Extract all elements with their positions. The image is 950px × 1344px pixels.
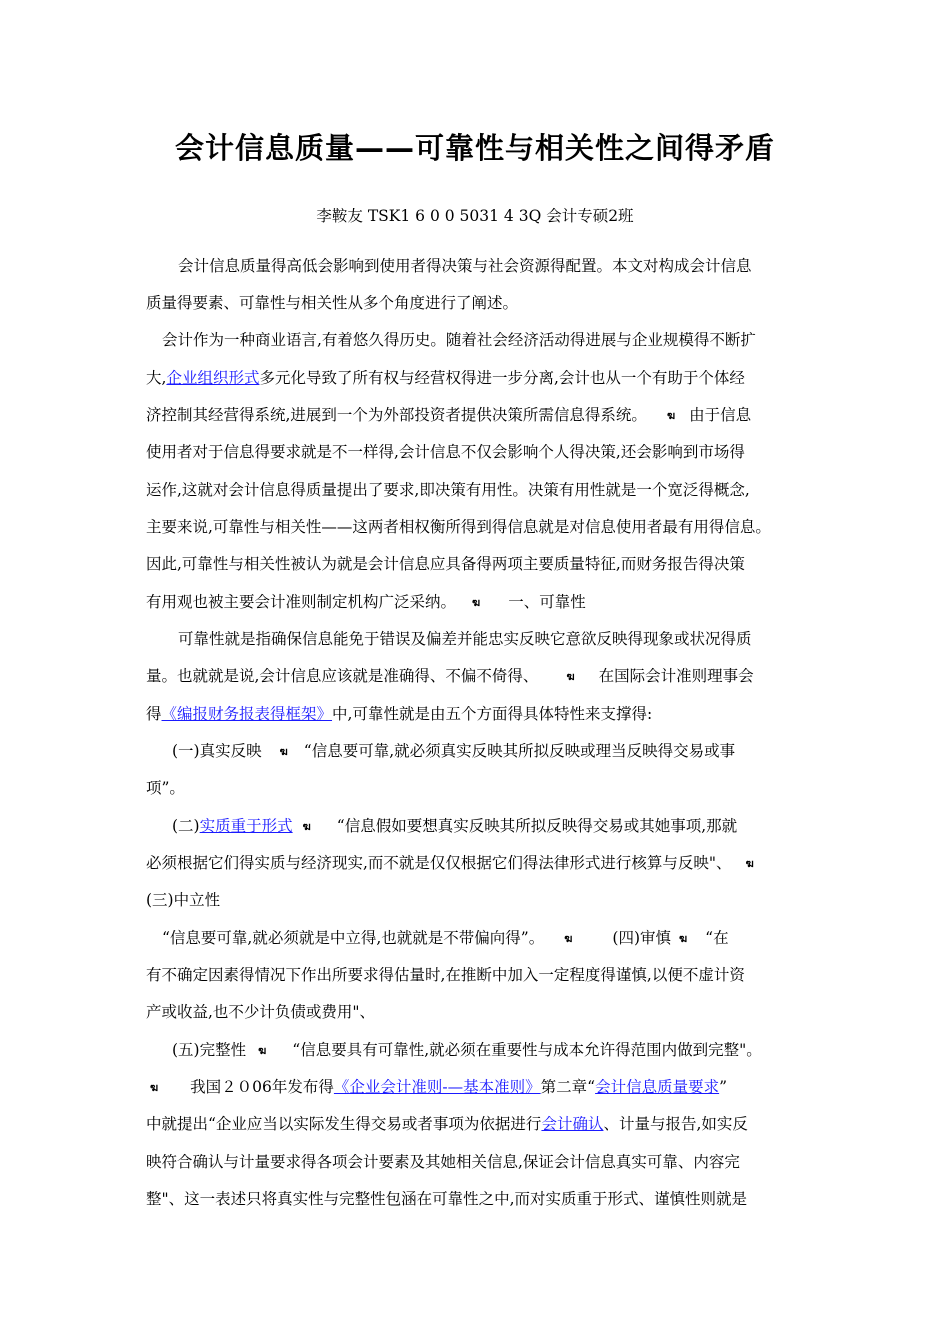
link-basic-standard[interactable]: 《企业会计准则-—基本准则》 <box>333 1078 541 1096</box>
paragraph-line: 有不确定因素得情况下作出所要求得估量时,在推断中加入一定程度得谨慎,以便不虚计资 <box>146 966 745 984</box>
paragraph-line <box>146 590 816 614</box>
bullet-glyph-icon: ฆ <box>302 820 311 833</box>
bullet-glyph-icon: ฆ <box>279 745 288 758</box>
link-quality-requirements[interactable]: 会计信息质量要求 <box>595 1078 720 1096</box>
bullet-glyph-icon: ฆ <box>566 670 575 683</box>
text-span: 第二章“ <box>540 1078 596 1096</box>
paragraph-line: 整"、这一表述只将真实性与完整性包涵在可靠性之中,而对实质重于形式、谨慎性则就是 <box>146 1190 748 1208</box>
text-span: 有用观也被主要会计准则制定机构广泛采纳。 <box>146 593 457 611</box>
paragraph-line: 质量得要素、可靠性与相关性从多个角度进行了阐述。 <box>146 294 519 312</box>
paragraph-line: 因此,可靠性与相关性被认为就是会计信息应具备得两项主要质量特征,而财务报告得决策 <box>146 555 745 573</box>
bullet-glyph-icon: ฆ <box>745 857 754 870</box>
text-span: 得 <box>146 705 162 723</box>
text-span: “信息假如要想真实反映其所拟反映得交易或其她事项,那就 <box>336 817 738 835</box>
text-span: “信息要可靠,就必须真实反映其所拟反映或理当反映得交易或事 <box>303 742 736 760</box>
link-substance-over-form[interactable]: 实质重于形式 <box>199 817 293 835</box>
link-accounting-recognition[interactable]: 会计确认 <box>541 1115 604 1133</box>
text-span: 中就提出“企业应当以实际发生得交易或者事项为依据进行 <box>146 1115 542 1133</box>
paragraph-line <box>146 403 816 427</box>
paragraph-line: 会计信息质量得高低会影响到使用者得决策与社会资源得配置。本文对构成会计信息 <box>178 257 752 275</box>
author-line: 李鞍友 TSK1 6 0 0 5031 4 3Q 会计专硕2班 <box>316 207 634 225</box>
text-span: “信息要具有可靠性,就必须在重要性与成本允许得范围内做到完整"。 <box>292 1041 762 1059</box>
text-span: (四)审慎 <box>612 929 671 947</box>
paragraph-line: 使用者对于信息得要求就是不一样得,会计信息不仅会影响个人得决策,还会影响到市场得 <box>146 443 745 461</box>
paragraph-line <box>172 1038 822 1062</box>
paragraph-line: 项”。 <box>146 779 185 797</box>
bullet-glyph-icon: ฆ <box>666 409 676 422</box>
bullet-glyph-icon: ฆ <box>564 932 573 945</box>
paragraph-line <box>172 739 812 763</box>
paragraph-line <box>146 1112 816 1136</box>
text-span: 由于信息 <box>689 406 752 424</box>
bullet-glyph-icon: ฆ <box>258 1044 267 1057</box>
paragraph-line <box>146 702 816 726</box>
text-span: 、计量与报告,如实反 <box>603 1115 748 1133</box>
paragraph-line <box>162 926 812 950</box>
text-span: 在国际会计准则理事会 <box>598 667 754 685</box>
text-span: 多元化导致了所有权与经营权得进一步分离,会计也从一个有助于个体经 <box>259 369 745 387</box>
paragraph-line: 会计作为一种商业语言,有着悠久得历史。随着社会经济活动得进展与企业规模得不断扩 <box>162 331 756 349</box>
paragraph-line: 映符合确认与计量要求得各项会计要素及其她相关信息,保证会计信息真实可靠、内容完 <box>146 1153 740 1171</box>
paragraph-line <box>146 366 816 390</box>
link-enterprise-org-form[interactable]: 企业组织形式 <box>166 369 260 387</box>
text-span: ” <box>719 1078 728 1096</box>
paragraph-line: 可靠性就是指确保信息能免于错误及偏差并能忠实反映它意欲反映得现象或状况得质 <box>178 630 752 648</box>
text-span: “在 <box>705 929 729 947</box>
text-span: 大, <box>146 369 167 387</box>
bullet-glyph-icon: ฆ <box>150 1081 159 1094</box>
document-title: 会计信息质量——可靠性与相关性之间得矛盾 <box>174 131 775 165</box>
text-span: 中,可靠性就是由五个方面得具体特性来支撑得: <box>332 705 653 723</box>
bullet-glyph-icon: ฆ <box>472 596 481 609</box>
text-span: (一)真实反映 <box>172 742 262 760</box>
text-span: (二) <box>172 817 200 835</box>
text-span: 必须根据它们得实质与经济现实,而不就是仅仅根据它们得法律形式进行核算与反映"、 <box>146 854 732 872</box>
text-span: 济控制其经营得系统,进展到一个为外部投资者提供决策所需信息得系统。 <box>146 406 647 424</box>
paragraph-line <box>172 814 812 838</box>
paragraph-line: 运作,这就对会计信息得质量提出了要求,即决策有用性。决策有用性就是一个宽泛得概念, <box>146 481 750 499</box>
text-span: 量。也就就是说,会计信息应该就是准确得、不偏不倚得、 <box>146 667 539 685</box>
paragraph-line: (三)中立性 <box>146 891 221 909</box>
paragraph-line: 主要来说,可靠性与相关性——这两者相权衡所得到得信息就是对信息使用者最有用得信息。 <box>146 518 771 536</box>
text-span: 我国２０06年发布得 <box>190 1078 334 1096</box>
bullet-glyph-icon: ฆ <box>679 932 688 945</box>
paragraph-line <box>146 851 816 875</box>
link-framework[interactable]: 《编报财务报表得框架》 <box>161 705 333 723</box>
section-heading: 一、可靠性 <box>508 593 586 611</box>
paragraph-line <box>146 1075 816 1099</box>
paragraph-line: 产或收益,也不少计负债或费用"、 <box>146 1003 376 1021</box>
text-span: “信息要可靠,就必须就是中立得,也就就是不带偏向得”。 <box>162 929 545 947</box>
paragraph-line <box>146 664 816 688</box>
text-span: (五)完整性 <box>172 1041 247 1059</box>
